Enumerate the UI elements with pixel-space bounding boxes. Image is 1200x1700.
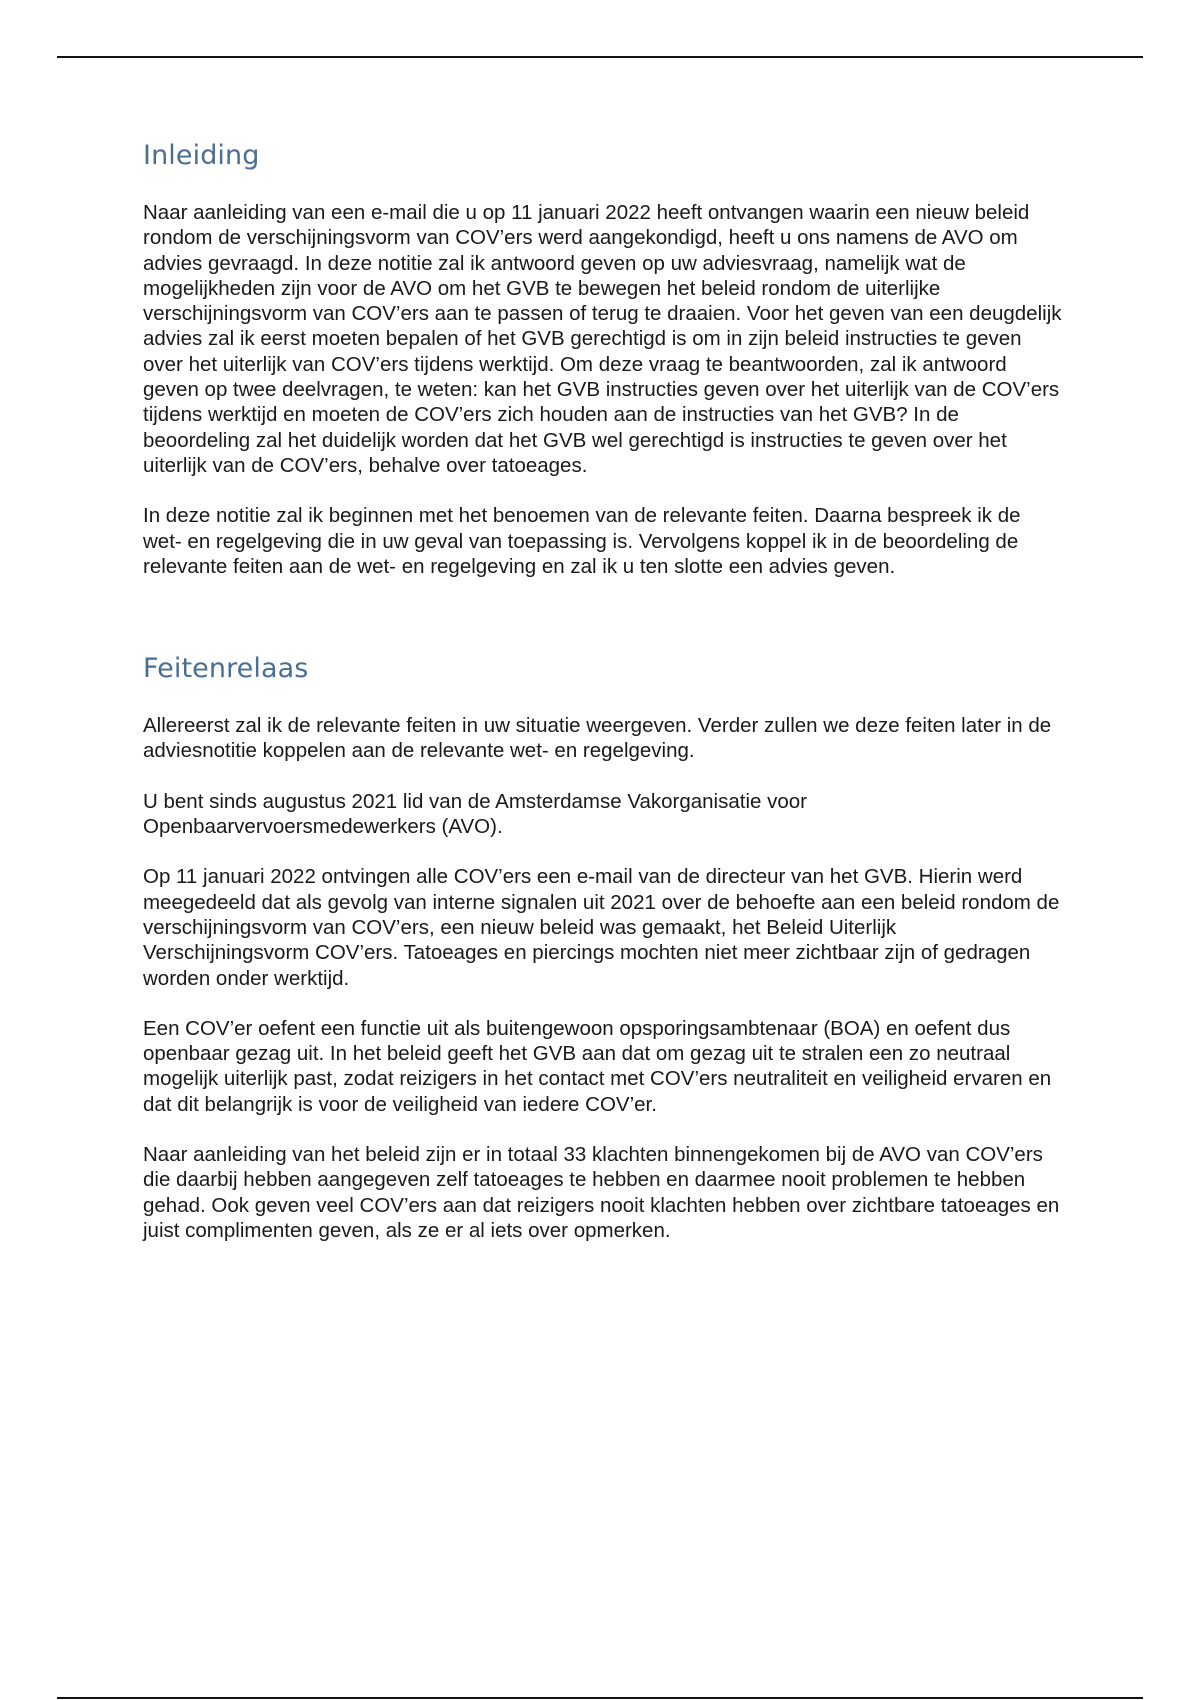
heading-inleiding: Inleiding xyxy=(143,140,260,171)
section-feitenrelaas xyxy=(143,653,1063,1243)
footer-rule xyxy=(57,1697,1143,1699)
paragraph: In deze notitie zal ik beginnen met het benoemen van de relevante feiten. Daarna bespreek ik de wet- en regelgeving die in uw geval van toepassing is. Vervolgens koppel ik in de beoordeling de relevante feiten aan de wet- en regelgeving en zal ik u ten slotte een advies geven. xyxy=(143,504,1021,578)
section-inleiding xyxy=(143,140,1063,579)
paragraph: Op 11 januari 2022 ontvingen alle COV’ers een e-mail van de directeur van het GVB. Hierin werd meegedeeld dat als gevolg van interne signalen uit 2021 over de behoefte aan een beleid rondom de verschijningsvorm van COV’ers, een nieuw beleid was gemaakt, het Beleid Uiterlijk Verschijningsvorm COV’ers. Tatoeages en piercings mochten niet meer zichtbaar zijn of gedragen worden onder werktijd. xyxy=(143,865,1060,990)
paragraph: Naar aanleiding van het beleid zijn er in totaal 33 klachten binnengekomen bij de AVO van COV’ers die daarbij hebben aangegeven zelf tatoeages te hebben en daarmee nooit problemen te hebben gehad. Ook geven veel COV’ers aan dat reizigers nooit klachten hebben over zichtbare tatoeages en juist complimenten geven, als ze er al iets over opmerken. xyxy=(143,1143,1060,1242)
paragraph: Een COV’er oefent een functie uit als buitengewoon opsporingsambtenaar (BOA) en oefent dus openbaar gezag uit. In het beleid geeft het GVB aan dat om gezag uit te stralen een zo neutraal mogelijk uiterlijk past, zodat reizigers in het contact met COV’ers neutraliteit en veiligheid ervaren en dat dit belangrijk is voor de veiligheid van iedere COV’er. xyxy=(143,1016,1052,1116)
paragraph: Naar aanleiding van een e-mail die u op 11 januari 2022 heeft ontvangen waarin een nieuw beleid rondom de verschijningsvorm van COV’ers werd aangekondigd, heeft u ons namens de AVO om advies gevraagd. In deze notitie zal ik antwoord geven op uw adviesvraag, namelijk wat de mogelijkheden zijn voor de AVO om het GVB te bewegen het beleid rondom de uiterlijke verschijningsvorm van COV’ers aan te passen of terug te draaien. Voor het geven van een deugdelijk advies zal ik eerst moeten bepalen of het GVB gerechtigd is om in zijn beleid instructies te geven over het uiterlijk van COV’ers tijdens werktijd. Om deze vraag te beantwoorden, zal ik antwoord geven op twee deelvragen, te weten: kan het GVB instructies geven over het uiterlijk van de COV’ers tijdens werktijd en moeten de COV’ers zich houden aan de instructies van het GVB? In de beoordeling zal het duidelijk worden dat het GVB wel gerechtigd is instructies te geven over het uiterlijk van de COV’ers, behalve over tatoeages. xyxy=(143,201,1062,477)
heading-feitenrelaas: Feitenrelaas xyxy=(143,653,309,685)
paragraph: U bent sinds augustus 2021 lid van de Amsterdamse Vakorganisatie voor Openbaarvervoersmedewerkers (AVO). xyxy=(143,789,807,839)
header-rule xyxy=(57,56,1143,58)
document-page xyxy=(143,140,1063,1268)
paragraph: Allereerst zal ik de relevante feiten in uw situatie weergeven. Verder zullen we deze feiten later in de adviesnotitie koppelen aan de relevante wet- en regelgeving. xyxy=(143,714,1052,763)
